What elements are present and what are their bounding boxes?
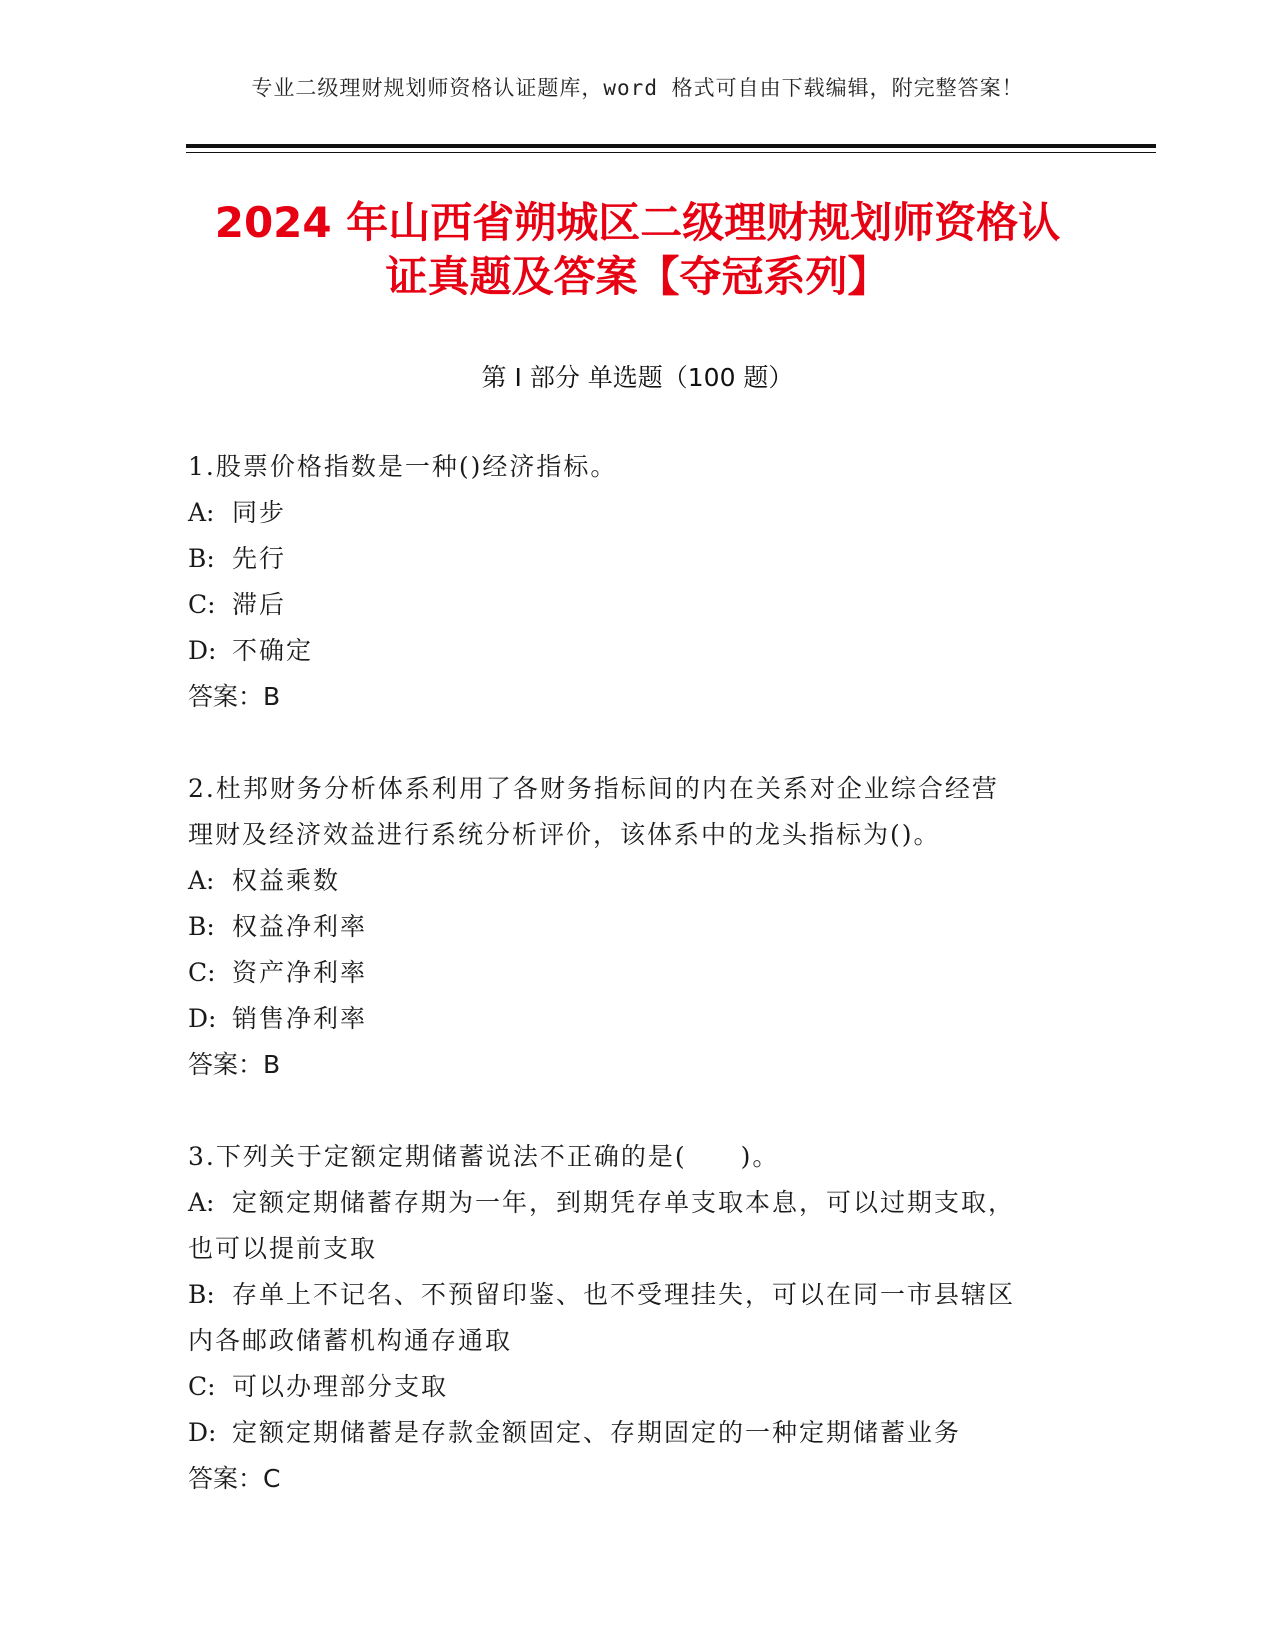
option-b	[188, 536, 1088, 582]
option-key: D:	[188, 636, 217, 665]
option-text: 滞后	[232, 590, 287, 619]
header-note: 专业二级理财规划师资格认证题库，word 格式可自由下载编辑，附完整答案！	[251, 76, 1024, 100]
option-text: 先行	[232, 544, 287, 573]
option-a	[188, 490, 1088, 536]
title-line-1: 2024 年山西省朔城区二级理财规划师资格认	[214, 198, 1061, 247]
option-text: 销售净利率	[232, 1004, 368, 1033]
question-item	[188, 444, 1088, 720]
option-text: 存单上不记名、不预留印鉴、也不受理挂失，可以在同一市县辖区	[232, 1280, 1016, 1309]
option-key: B:	[188, 1280, 215, 1309]
option-key: A:	[188, 866, 215, 895]
answer-line: 答案：C	[188, 1464, 281, 1493]
option-c	[188, 950, 1088, 996]
spacer	[188, 720, 1088, 766]
document-title	[150, 196, 1125, 304]
option-key: B:	[188, 544, 215, 573]
option-text: 资产净利率	[232, 958, 368, 987]
option-a	[188, 858, 1088, 904]
question-list	[188, 444, 1088, 1502]
option-key: B:	[188, 912, 215, 941]
option-text: 定额定期储蓄存期为一年，到期凭存单支取本息，可以过期支取，	[232, 1188, 1016, 1217]
spacer	[188, 1088, 1088, 1134]
option-text: 不确定	[232, 636, 314, 665]
option-text: 可以办理部分支取	[232, 1372, 449, 1401]
title-line-2: 证真题及答案【夺冠系列】	[385, 252, 890, 301]
option-text: 同步	[232, 498, 287, 527]
option-b-continued: 内各邮政储蓄机构通存通取	[188, 1326, 513, 1355]
question-stem: 3.下列关于定额定期储蓄说法不正确的是( )。	[188, 1142, 780, 1171]
question-stem: 1.股票价格指数是一种()经济指标。	[188, 452, 618, 481]
option-d	[188, 1410, 1088, 1456]
option-key: C:	[188, 1372, 216, 1401]
option-text: 权益乘数	[232, 866, 341, 895]
question-stem-continued: 理财及经济效益进行系统分析评价，该体系中的龙头指标为()。	[188, 820, 941, 849]
section-heading: 第 I 部分 单选题（100 题）	[481, 363, 794, 392]
answer-line: 答案：B	[188, 1050, 281, 1079]
option-b	[188, 1272, 1088, 1318]
option-a	[188, 1180, 1088, 1226]
option-key: D:	[188, 1004, 217, 1033]
question-item	[188, 1134, 1088, 1502]
header-rule-thin	[186, 152, 1156, 153]
option-key: D:	[188, 1418, 217, 1447]
option-key: A:	[188, 1188, 215, 1217]
option-key: C:	[188, 590, 216, 619]
option-c	[188, 1364, 1088, 1410]
question-item	[188, 766, 1088, 1088]
option-key: A:	[188, 498, 215, 527]
option-a-continued: 也可以提前支取	[188, 1234, 378, 1263]
option-d	[188, 628, 1088, 674]
option-b	[188, 904, 1088, 950]
option-d	[188, 996, 1088, 1042]
header-rule-thick	[186, 144, 1156, 148]
option-c	[188, 582, 1088, 628]
option-text: 权益净利率	[232, 912, 368, 941]
option-text: 定额定期储蓄是存款金额固定、存期固定的一种定期储蓄业务	[232, 1418, 962, 1447]
answer-line: 答案：B	[188, 682, 281, 711]
question-stem: 2.杜邦财务分析体系利用了各财务指标间的内在关系对企业综合经营	[188, 774, 999, 803]
option-key: C:	[188, 958, 216, 987]
